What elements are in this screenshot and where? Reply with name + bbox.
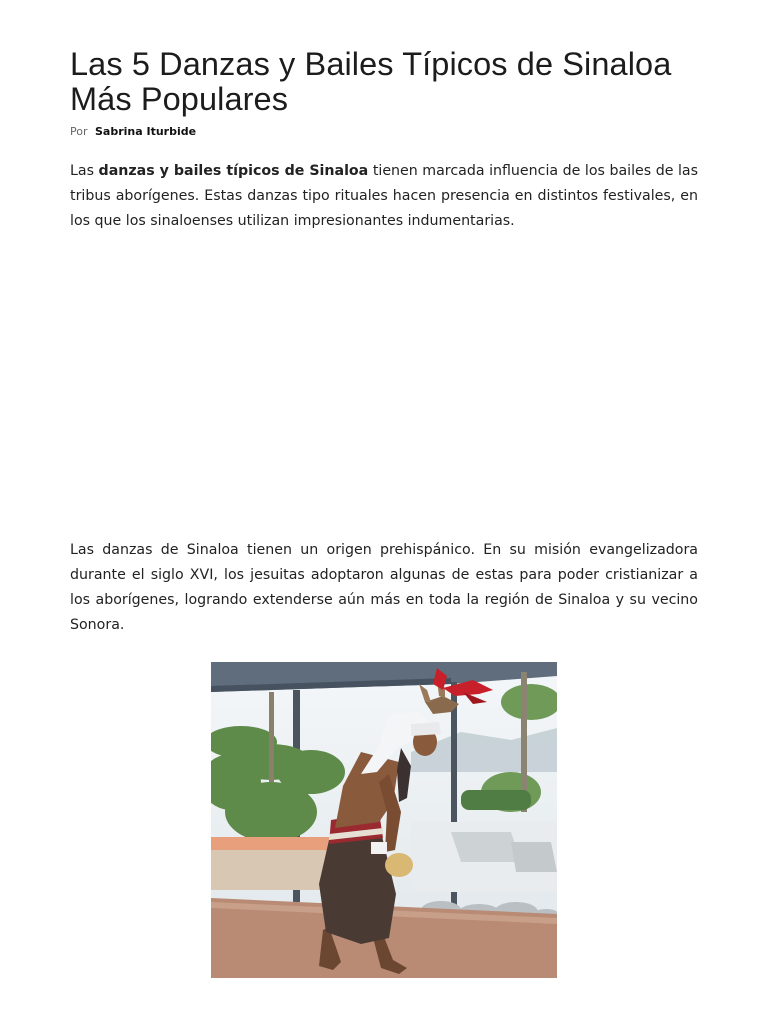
deer-dancer-photo xyxy=(211,662,557,978)
byline-prefix: Por xyxy=(70,125,88,138)
author-link[interactable]: Sabrina Iturbide xyxy=(95,125,197,138)
body-paragraph: Las danzas de Sinaloa tienen un origen prehispánico. En su misión evangelizadora durante el siglo XVI, los jesuitas adoptaron algunas de estas para poder cristianizar a los aborígenes, logrando extenderse aún más en toda la región de Sinaloa y su vecino Sonora. xyxy=(70,542,698,633)
article-title: Las 5 Danzas y Bailes Típicos de Sinaloa Más Populares xyxy=(70,46,672,117)
byline xyxy=(70,125,196,138)
intro-rest: tienen marcada influencia de los bailes de las tribus aborígenes. Estas danzas tipo rituales hacen presencia en distintos festivales, en los que los sinaloenses utilizan impresionantes indumentarias. xyxy=(70,163,698,229)
lounge-chair-2 xyxy=(511,842,557,872)
lounge-chair xyxy=(451,832,521,862)
palm-trunk xyxy=(269,692,274,782)
intro-paragraph xyxy=(70,159,698,234)
intro-bold: danzas y bailes típicos de Sinaloa xyxy=(98,163,369,179)
hedge xyxy=(461,790,531,810)
photo-illustration xyxy=(211,662,557,978)
intro-lead: Las xyxy=(70,163,94,179)
rattle xyxy=(385,853,413,877)
